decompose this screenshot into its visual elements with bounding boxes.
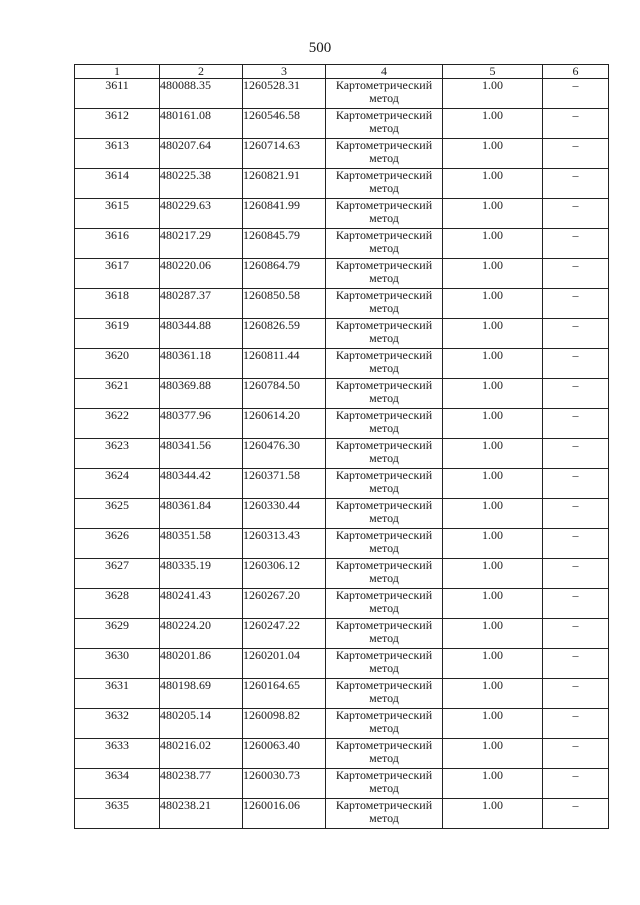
table-row: [75, 679, 609, 709]
method-label-line2: метод: [369, 421, 399, 435]
note-cell: –: [543, 439, 609, 469]
x-coordinate-cell: 480238.21: [160, 799, 243, 829]
note-cell: –: [543, 289, 609, 319]
note-cell: –: [543, 169, 609, 199]
method-label-line1: Картометрический: [335, 168, 433, 182]
note-cell: –: [543, 499, 609, 529]
note-cell: –: [543, 619, 609, 649]
method-label-line1: Картометрический: [335, 228, 433, 242]
method-cell: [326, 169, 443, 199]
method-label-line1: Картометрический: [335, 138, 433, 152]
note-cell: –: [543, 259, 609, 289]
method-label-line1: Картометрический: [335, 198, 433, 212]
table-row: [75, 319, 609, 349]
method-cell: [326, 79, 443, 109]
method-cell: [326, 259, 443, 289]
point-number-cell: 3622: [75, 409, 160, 439]
method-label-line2: метод: [369, 751, 399, 765]
x-coordinate-cell: 480341.56: [160, 439, 243, 469]
method-label-line2: метод: [369, 181, 399, 195]
accuracy-cell: 1.00: [443, 79, 543, 109]
method-label-line2: метод: [369, 511, 399, 525]
note-cell: –: [543, 139, 609, 169]
method-label-line1: Картометрический: [335, 648, 433, 662]
accuracy-cell: 1.00: [443, 319, 543, 349]
y-coordinate-cell: 1260313.43: [243, 529, 326, 559]
x-coordinate-cell: 480161.08: [160, 109, 243, 139]
method-label-line1: Картометрический: [335, 588, 433, 602]
accuracy-cell: 1.00: [443, 649, 543, 679]
note-cell: –: [543, 559, 609, 589]
point-number-cell: 3611: [75, 79, 160, 109]
method-label-line2: метод: [369, 631, 399, 645]
page-number: 500: [308, 40, 332, 56]
note-cell: –: [543, 79, 609, 109]
method-label-line2: метод: [369, 391, 399, 405]
table-row: [75, 409, 609, 439]
note-cell: –: [543, 679, 609, 709]
method-cell: [326, 559, 443, 589]
x-coordinate-cell: 480224.20: [160, 619, 243, 649]
point-number-cell: 3627: [75, 559, 160, 589]
method-label-line2: метод: [369, 781, 399, 795]
method-label-line1: Картометрический: [335, 708, 433, 722]
point-number-cell: 3620: [75, 349, 160, 379]
accuracy-cell: 1.00: [443, 529, 543, 559]
table-row: [75, 649, 609, 679]
note-cell: –: [543, 529, 609, 559]
note-cell: –: [543, 649, 609, 679]
y-coordinate-cell: 1260371.58: [243, 469, 326, 499]
accuracy-cell: 1.00: [443, 769, 543, 799]
method-cell: [326, 289, 443, 319]
y-coordinate-cell: 1260841.99: [243, 199, 326, 229]
method-label-line2: метод: [369, 241, 399, 255]
method-cell: [326, 409, 443, 439]
x-coordinate-cell: 480088.35: [160, 79, 243, 109]
point-number-cell: 3629: [75, 619, 160, 649]
note-cell: –: [543, 799, 609, 829]
x-coordinate-cell: 480198.69: [160, 679, 243, 709]
y-coordinate-cell: 1260267.20: [243, 589, 326, 619]
x-coordinate-cell: 480351.58: [160, 529, 243, 559]
y-coordinate-cell: 1260845.79: [243, 229, 326, 259]
point-number-cell: 3612: [75, 109, 160, 139]
table-row: [75, 529, 609, 559]
table-row: [75, 229, 609, 259]
x-coordinate-cell: 480216.02: [160, 739, 243, 769]
method-cell: [326, 649, 443, 679]
accuracy-cell: 1.00: [443, 439, 543, 469]
coordinates-table: [74, 64, 609, 829]
method-label-line1: Картометрический: [335, 438, 433, 452]
point-number-cell: 3617: [75, 259, 160, 289]
x-coordinate-cell: 480238.77: [160, 769, 243, 799]
method-label-line1: Картометрический: [335, 258, 433, 272]
method-cell: [326, 319, 443, 349]
point-number-cell: 3632: [75, 709, 160, 739]
point-number-cell: 3619: [75, 319, 160, 349]
y-coordinate-cell: 1260476.30: [243, 439, 326, 469]
accuracy-cell: 1.00: [443, 109, 543, 139]
method-label-line1: Картометрический: [335, 498, 433, 512]
method-label-line1: Картометрический: [335, 678, 433, 692]
method-label-line1: Картометрический: [335, 78, 433, 92]
note-cell: –: [543, 709, 609, 739]
note-cell: –: [543, 769, 609, 799]
x-coordinate-cell: 480361.84: [160, 499, 243, 529]
y-coordinate-cell: 1260850.58: [243, 289, 326, 319]
table-row: [75, 739, 609, 769]
method-cell: [326, 199, 443, 229]
point-number-cell: 3613: [75, 139, 160, 169]
accuracy-cell: 1.00: [443, 289, 543, 319]
point-number-cell: 3623: [75, 439, 160, 469]
y-coordinate-cell: 1260826.59: [243, 319, 326, 349]
note-cell: –: [543, 379, 609, 409]
method-label-line2: метод: [369, 361, 399, 375]
method-label-line2: метод: [369, 601, 399, 615]
table-row: [75, 289, 609, 319]
point-number-cell: 3615: [75, 199, 160, 229]
y-coordinate-cell: 1260016.06: [243, 799, 326, 829]
method-label-line1: Картометрический: [335, 618, 433, 632]
accuracy-cell: 1.00: [443, 799, 543, 829]
column-header: 2: [160, 65, 243, 79]
x-coordinate-cell: 480344.42: [160, 469, 243, 499]
y-coordinate-cell: 1260821.91: [243, 169, 326, 199]
method-label-line2: метод: [369, 571, 399, 585]
method-cell: [326, 709, 443, 739]
method-label-line1: Картометрический: [335, 408, 433, 422]
table-row: [75, 379, 609, 409]
x-coordinate-cell: 480369.88: [160, 379, 243, 409]
method-label-line2: метод: [369, 481, 399, 495]
column-header: 6: [543, 65, 609, 79]
column-header: 3: [243, 65, 326, 79]
y-coordinate-cell: 1260528.31: [243, 79, 326, 109]
accuracy-cell: 1.00: [443, 139, 543, 169]
method-label-line2: метод: [369, 331, 399, 345]
y-coordinate-cell: 1260247.22: [243, 619, 326, 649]
method-cell: [326, 439, 443, 469]
table-row: [75, 199, 609, 229]
table-row: [75, 589, 609, 619]
table-row: [75, 709, 609, 739]
accuracy-cell: 1.00: [443, 409, 543, 439]
method-cell: [326, 679, 443, 709]
table-body: [75, 79, 609, 829]
table-row: [75, 469, 609, 499]
x-coordinate-cell: 480361.18: [160, 349, 243, 379]
accuracy-cell: 1.00: [443, 349, 543, 379]
point-number-cell: 3628: [75, 589, 160, 619]
note-cell: –: [543, 739, 609, 769]
method-cell: [326, 499, 443, 529]
accuracy-cell: 1.00: [443, 619, 543, 649]
method-label-line2: метод: [369, 121, 399, 135]
method-cell: [326, 379, 443, 409]
accuracy-cell: 1.00: [443, 499, 543, 529]
table-row: [75, 439, 609, 469]
y-coordinate-cell: 1260546.58: [243, 109, 326, 139]
x-coordinate-cell: 480225.38: [160, 169, 243, 199]
method-label-line1: Картометрический: [335, 798, 433, 812]
x-coordinate-cell: 480241.43: [160, 589, 243, 619]
method-cell: [326, 589, 443, 619]
column-header: 1: [75, 65, 160, 79]
method-label-line1: Картометрический: [335, 768, 433, 782]
y-coordinate-cell: 1260330.44: [243, 499, 326, 529]
table-row: [75, 169, 609, 199]
point-number-cell: 3635: [75, 799, 160, 829]
column-header: 4: [326, 65, 443, 79]
table-row: [75, 79, 609, 109]
x-coordinate-cell: 480207.64: [160, 139, 243, 169]
x-coordinate-cell: 480344.88: [160, 319, 243, 349]
point-number-cell: 3618: [75, 289, 160, 319]
method-label-line2: метод: [369, 721, 399, 735]
method-label-line2: метод: [369, 151, 399, 165]
y-coordinate-cell: 1260098.82: [243, 709, 326, 739]
method-label-line2: метод: [369, 271, 399, 285]
accuracy-cell: 1.00: [443, 169, 543, 199]
x-coordinate-cell: 480217.29: [160, 229, 243, 259]
accuracy-cell: 1.00: [443, 679, 543, 709]
y-coordinate-cell: 1260784.50: [243, 379, 326, 409]
y-coordinate-cell: 1260811.44: [243, 349, 326, 379]
table-row: [75, 499, 609, 529]
accuracy-cell: 1.00: [443, 559, 543, 589]
accuracy-cell: 1.00: [443, 739, 543, 769]
accuracy-cell: 1.00: [443, 709, 543, 739]
note-cell: –: [543, 109, 609, 139]
method-label-line1: Картометрический: [335, 318, 433, 332]
method-label-line2: метод: [369, 211, 399, 225]
method-label-line1: Картометрический: [335, 738, 433, 752]
accuracy-cell: 1.00: [443, 589, 543, 619]
y-coordinate-cell: 1260201.04: [243, 649, 326, 679]
y-coordinate-cell: 1260614.20: [243, 409, 326, 439]
note-cell: –: [543, 589, 609, 619]
point-number-cell: 3614: [75, 169, 160, 199]
method-cell: [326, 529, 443, 559]
method-label-line1: Картометрический: [335, 378, 433, 392]
x-coordinate-cell: 480201.86: [160, 649, 243, 679]
column-header: 5: [443, 65, 543, 79]
table-row: [75, 349, 609, 379]
table-row: [75, 259, 609, 289]
point-number-cell: 3625: [75, 499, 160, 529]
point-number-cell: 3633: [75, 739, 160, 769]
y-coordinate-cell: 1260306.12: [243, 559, 326, 589]
note-cell: –: [543, 319, 609, 349]
method-cell: [326, 349, 443, 379]
accuracy-cell: 1.00: [443, 229, 543, 259]
x-coordinate-cell: 480335.19: [160, 559, 243, 589]
method-label-line2: метод: [369, 541, 399, 555]
y-coordinate-cell: 1260030.73: [243, 769, 326, 799]
accuracy-cell: 1.00: [443, 199, 543, 229]
method-label-line1: Картометрический: [335, 288, 433, 302]
y-coordinate-cell: 1260063.40: [243, 739, 326, 769]
table-row: [75, 799, 609, 829]
method-label-line2: метод: [369, 661, 399, 675]
method-label-line2: метод: [369, 811, 399, 825]
method-cell: [326, 469, 443, 499]
point-number-cell: 3630: [75, 649, 160, 679]
method-cell: [326, 139, 443, 169]
x-coordinate-cell: 480377.96: [160, 409, 243, 439]
table-row: [75, 109, 609, 139]
table-row: [75, 139, 609, 169]
table-row: [75, 619, 609, 649]
y-coordinate-cell: 1260164.65: [243, 679, 326, 709]
note-cell: –: [543, 229, 609, 259]
x-coordinate-cell: 480220.06: [160, 259, 243, 289]
table-header-row: [75, 65, 609, 79]
method-cell: [326, 799, 443, 829]
accuracy-cell: 1.00: [443, 379, 543, 409]
accuracy-cell: 1.00: [443, 469, 543, 499]
x-coordinate-cell: 480205.14: [160, 709, 243, 739]
method-cell: [326, 229, 443, 259]
method-cell: [326, 619, 443, 649]
y-coordinate-cell: 1260864.79: [243, 259, 326, 289]
x-coordinate-cell: 480229.63: [160, 199, 243, 229]
method-label-line2: метод: [369, 91, 399, 105]
method-label-line1: Картометрический: [335, 468, 433, 482]
method-label-line2: метод: [369, 451, 399, 465]
point-number-cell: 3621: [75, 379, 160, 409]
y-coordinate-cell: 1260714.63: [243, 139, 326, 169]
point-number-cell: 3631: [75, 679, 160, 709]
method-cell: [326, 109, 443, 139]
x-coordinate-cell: 480287.37: [160, 289, 243, 319]
method-label-line1: Картометрический: [335, 108, 433, 122]
table-row: [75, 769, 609, 799]
point-number-cell: 3616: [75, 229, 160, 259]
point-number-cell: 3626: [75, 529, 160, 559]
note-cell: –: [543, 199, 609, 229]
method-cell: [326, 769, 443, 799]
method-label-line2: метод: [369, 691, 399, 705]
point-number-cell: 3634: [75, 769, 160, 799]
accuracy-cell: 1.00: [443, 259, 543, 289]
method-cell: [326, 739, 443, 769]
method-label-line1: Картометрический: [335, 348, 433, 362]
method-label-line1: Картометрический: [335, 528, 433, 542]
note-cell: –: [543, 349, 609, 379]
point-number-cell: 3624: [75, 469, 160, 499]
method-label-line1: Картометрический: [335, 558, 433, 572]
note-cell: –: [543, 409, 609, 439]
note-cell: –: [543, 469, 609, 499]
table-row: [75, 559, 609, 589]
method-label-line2: метод: [369, 301, 399, 315]
